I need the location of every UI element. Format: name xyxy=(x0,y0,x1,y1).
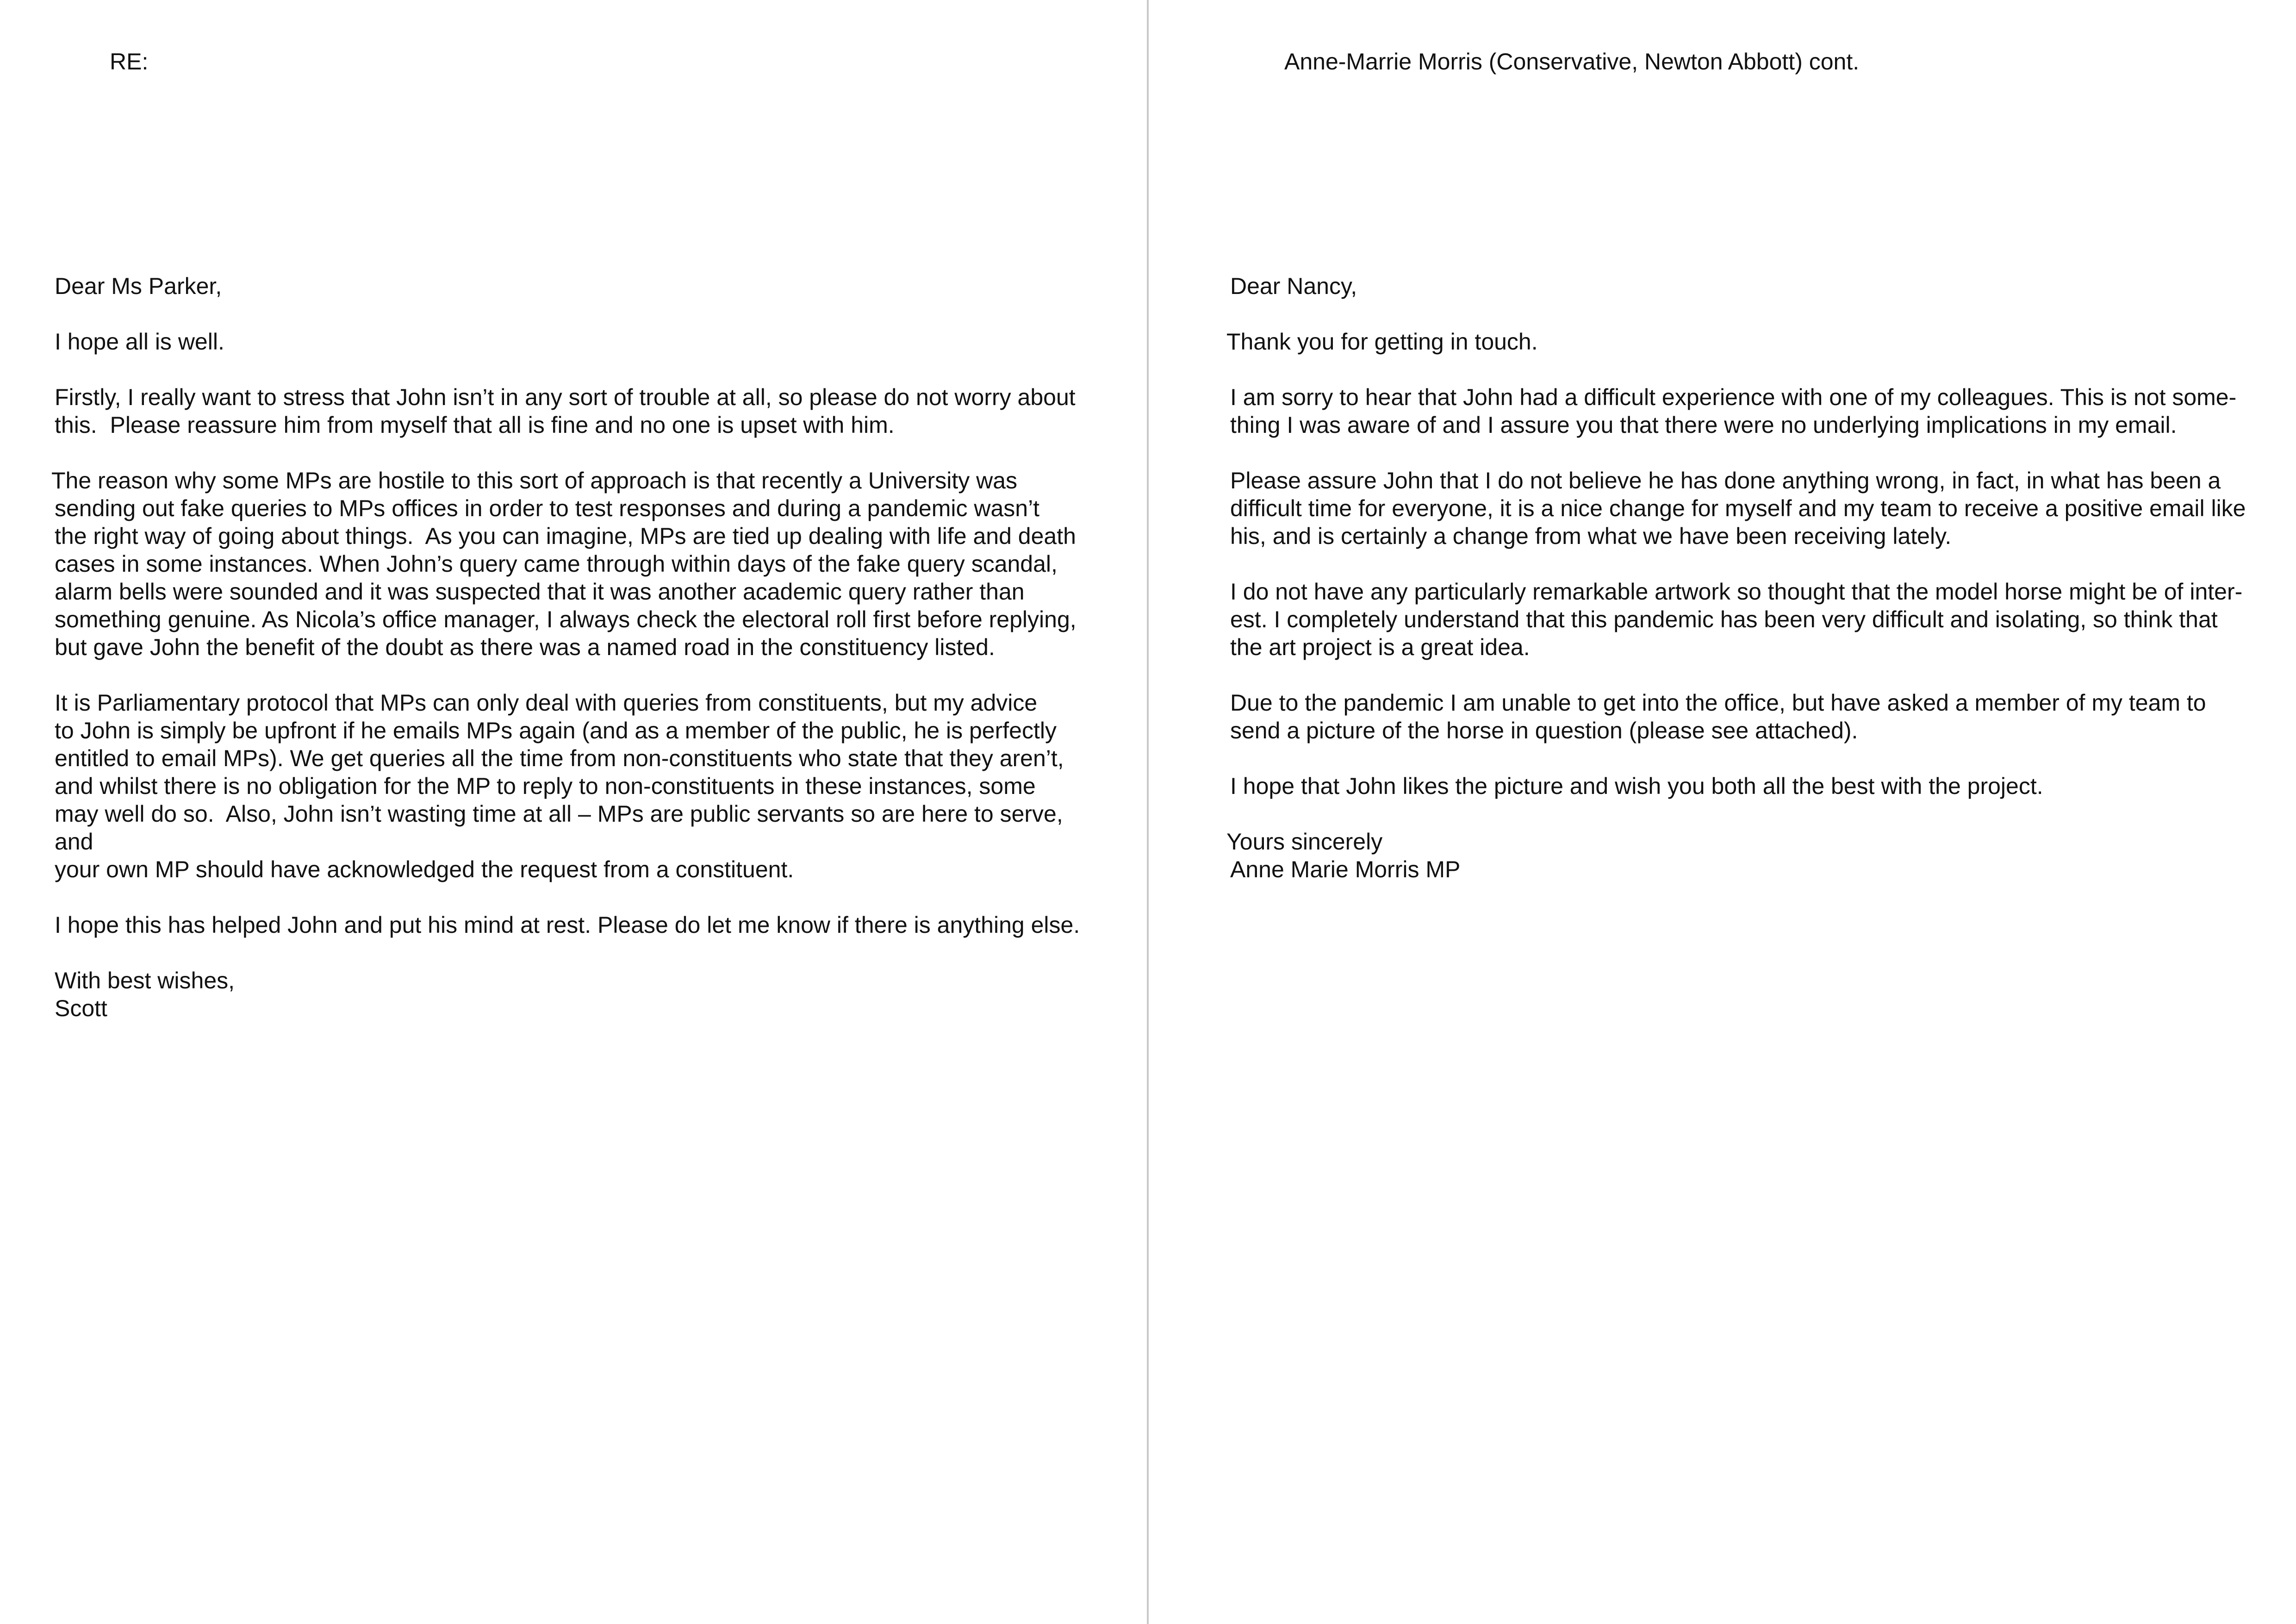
paragraph-line: something genuine. As Nicola’s office manager, I always check the electoral roll first before replying, xyxy=(55,606,1076,632)
signature: Scott xyxy=(55,995,107,1021)
paragraph-line: your own MP should have acknowledged the request from a constituent. xyxy=(55,856,794,882)
salutation-line: Dear Nancy, xyxy=(1230,273,1357,299)
left-paragraph-1 xyxy=(55,328,1091,356)
paragraph-line: I am sorry to hear that John had a difficult experience with one of my colleagues. This is not some- xyxy=(1230,384,2237,410)
paragraph-line: send a picture of the horse in question (please see attached). xyxy=(1230,718,1858,743)
paragraph-line: cases in some instances. When John’s query came through within days of the fake query scandal, xyxy=(55,551,1058,577)
paragraph-line: thing I was aware of and I assure you that there were no underlying implications in my email. xyxy=(1230,412,2177,438)
right-salutation xyxy=(1230,272,2276,300)
right-closing xyxy=(1226,828,2276,883)
paragraph-line: Due to the pandemic I am unable to get into the office, but have asked a member of my team to xyxy=(1230,690,2206,716)
left-letter-body xyxy=(51,272,1091,1050)
paragraph-line: entitled to email MPs). We get queries all the time from non-constituents who state that they aren’t, xyxy=(55,745,1064,771)
paragraph-line: and xyxy=(55,829,93,855)
paragraph-line: and whilst there is no obligation for the MP to reply to non-constituents in these instances, some xyxy=(55,773,1036,799)
paragraph-line: alarm bells were sounded and it was suspected that it was another academic query rather than xyxy=(55,579,1025,605)
right-page-header: Anne-Marrie Morris (Conservative, Newton Abbott) cont. xyxy=(1284,49,1860,75)
right-paragraph-4 xyxy=(1230,578,2276,661)
right-paragraph-1 xyxy=(1226,328,2276,356)
paragraph-line: I hope this has helped John and put his mind at rest. Please do let me know if there is anything else. xyxy=(55,912,1080,938)
paragraph-line: difficult time for everyone, it is a nice change for myself and my team to receive a positive email like xyxy=(1230,495,2246,521)
left-salutation xyxy=(55,272,1091,300)
left-paragraph-3 xyxy=(51,467,1091,661)
right-paragraph-2 xyxy=(1230,383,2276,439)
signoff: Yours sincerely xyxy=(1226,829,1383,855)
paragraph-line: I do not have any particularly remarkable artwork so thought that the model horse might be of inter- xyxy=(1230,579,2243,605)
paragraph-line: but gave John the benefit of the doubt as there was a named road in the constituency listed. xyxy=(55,634,995,660)
paragraph-line: to John is simply be upfront if he emails MPs again (and as a member of the public, he is perfectly xyxy=(55,718,1057,743)
left-closing xyxy=(55,967,1091,1022)
paragraph-line: Please assure John that I do not believe he has done anything wrong, in fact, in what has been a xyxy=(1230,468,2221,493)
paragraph-line: Firstly, I really want to stress that John isn’t in any sort of trouble at all, so please do not worry about xyxy=(55,384,1076,410)
paragraph-line: the right way of going about things. As you can imagine, MPs are tied up dealing with life and death xyxy=(55,523,1076,549)
paragraph-line: may well do so. Also, John isn’t wasting time at all – MPs are public servants so are here to serve, xyxy=(55,801,1063,827)
paragraph-line: this. Please reassure him from myself that all is fine and no one is upset with him. xyxy=(55,412,895,438)
signoff: With best wishes, xyxy=(55,968,235,993)
paragraph-line: I hope all is well. xyxy=(55,329,224,355)
right-paragraph-5 xyxy=(1230,689,2276,744)
paragraph-line: sending out fake queries to MPs offices in order to test responses and during a pandemic wasn’t xyxy=(55,495,1040,521)
right-paragraph-6 xyxy=(1230,772,2276,800)
signature: Anne Marie Morris MP xyxy=(1230,856,1461,882)
left-paragraph-5 xyxy=(55,911,1091,939)
right-paragraph-3 xyxy=(1230,467,2276,550)
paragraph-line: his, and is certainly a change from what we have been receiving lately. xyxy=(1230,523,1952,549)
left-paragraph-4 xyxy=(55,689,1091,883)
right-page xyxy=(1149,0,2296,1624)
paragraph-line: the art project is a great idea. xyxy=(1230,634,1530,660)
right-letter-body xyxy=(1226,272,2276,911)
left-page-header: RE: xyxy=(110,49,149,75)
paragraph-line: est. I completely understand that this pandemic has been very difficult and isolating, so think that xyxy=(1230,606,2218,632)
paragraph-line: The reason why some MPs are hostile to this sort of approach is that recently a University was xyxy=(51,468,1018,493)
paragraph-line: It is Parliamentary protocol that MPs can only deal with queries from constituents, but my advice xyxy=(55,690,1038,716)
left-paragraph-2 xyxy=(55,383,1091,439)
salutation-line: Dear Ms Parker, xyxy=(55,273,222,299)
paragraph-line: Thank you for getting in touch. xyxy=(1226,329,1538,355)
paragraph-line: I hope that John likes the picture and wish you both all the best with the project. xyxy=(1230,773,2043,799)
